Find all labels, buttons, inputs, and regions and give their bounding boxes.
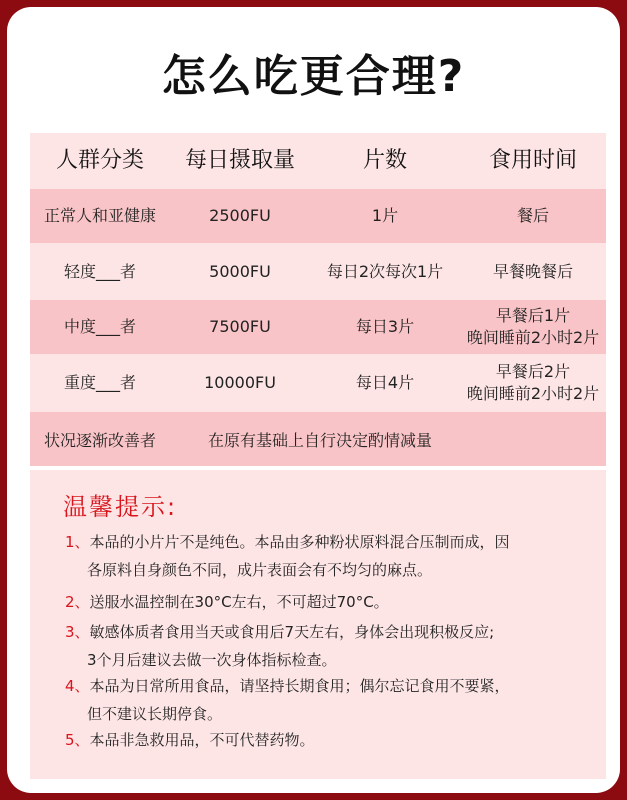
header-time: 食用时间 (488, 148, 577, 173)
tip-line-2: 各原料自身颜色不同，成片表面会有不均匀的麻点。 (87, 561, 433, 579)
tip-line-1: 本品的小片片不是纯色。本品由多种粉状原料混合压制而成，因 (89, 533, 510, 551)
time-line-1: 早餐后2片 (495, 362, 571, 381)
time-line-1: 餐后 (516, 206, 549, 225)
header-group: 人群分类 (55, 148, 144, 173)
table-row (30, 300, 606, 354)
tip-item (65, 592, 595, 612)
table-row (30, 354, 606, 412)
tip-number: 2、 (65, 593, 90, 611)
header-amount: 每日摄取量 (184, 148, 295, 173)
group-cell: 中度___者 (63, 317, 136, 336)
time-line-2: 晚间睡前2小时2片 (466, 328, 600, 347)
tablets-cell: 每日2次每次1片 (326, 261, 444, 281)
tablets-cell: 1片 (371, 206, 399, 225)
tip-number: 3、 (65, 623, 90, 641)
table-header-row (30, 133, 606, 189)
amount-cell: 5000FU (209, 261, 271, 281)
tip-number: 5、 (65, 731, 90, 749)
group-cell: 正常人和亚健康 (43, 206, 156, 225)
header-tablets: 片数 (362, 148, 407, 173)
tip-item (65, 730, 595, 750)
amount-cell: 10000FU (204, 373, 276, 392)
time-line-1: 早餐晚餐后 (492, 261, 573, 281)
table-row (30, 412, 606, 466)
tip-item (65, 676, 595, 724)
tip-item (65, 622, 595, 670)
amount-cell: 2500FU (209, 206, 271, 225)
tip-line-1: 本品非急救用品，不可代替药物。 (89, 731, 315, 749)
tip-number: 1、 (65, 533, 90, 551)
amount-cell: 7500FU (209, 317, 271, 336)
tip-line-2: 3个月后建议去做一次身体指标检查。 (87, 651, 337, 669)
page-title: 怎么吃更合理? (161, 51, 466, 102)
time-line-2: 晚间睡前2小时2片 (466, 384, 600, 403)
group-cell: 轻度___者 (63, 261, 136, 281)
time-cell (460, 205, 606, 227)
table-row (30, 189, 606, 243)
tip-line-2: 但不建议长期停食。 (87, 705, 223, 723)
tip-line-1: 敏感体质者食用当天或食用后7天左右，身体会出现积极反应; (89, 623, 495, 641)
time-cell (460, 361, 606, 405)
group-cell: 状况逐渐改善者 (43, 430, 156, 450)
note-cell: 在原有基础上自行决定酌情减量 (207, 430, 432, 450)
tip-number: 4、 (65, 677, 90, 695)
time-cell (460, 305, 606, 349)
tip-line-1: 本品为日常所用食品，请坚持长期食用；偶尔忘记食用不要紧， (89, 677, 510, 695)
tips-panel (30, 470, 606, 779)
tablets-cell: 每日3片 (355, 317, 415, 336)
tip-line-1: 送服水温控制在30°C左右，不可超过70°C。 (89, 593, 389, 611)
group-cell: 重度___者 (63, 373, 136, 392)
tablets-cell: 每日4片 (355, 373, 415, 392)
table-row (30, 243, 606, 300)
tip-item (65, 532, 595, 580)
info-card (7, 7, 620, 793)
tips-title: 温馨提示: (63, 493, 178, 521)
time-cell (460, 261, 606, 283)
time-line-1: 早餐后1片 (495, 306, 571, 325)
